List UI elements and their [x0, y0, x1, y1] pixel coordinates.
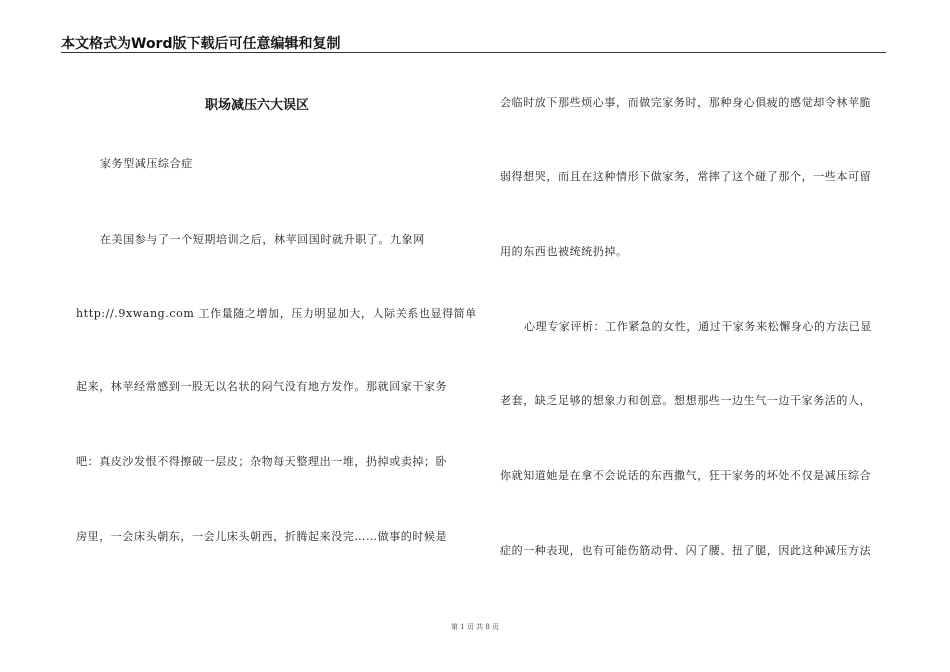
paragraph-line: 心理专家评析：工作紧急的女性，通过干家务来松懈身心的方法已显	[524, 320, 872, 333]
document-header: 本文格式为Word版下载后可任意编辑和复制	[61, 36, 341, 52]
paragraph-line: 弱得想哭，而且在这种情形下做家务，常摔了这个碰了那个，一些本可留	[500, 170, 872, 183]
paragraph-line: 你就知道她是在拿不会说话的东西撒气，狂干家务的坏处不仅是减压综合	[500, 469, 872, 482]
subheading: 家务型减压综合症	[100, 157, 193, 170]
paragraph-line: 用的东西也被统统扔掉。	[500, 245, 628, 258]
article-title: 职场减压六大误区	[205, 98, 310, 113]
paragraph-line: http://.9xwang.com 工作量随之增加，压力明显加大，人际关系也显得简单	[76, 307, 477, 320]
paragraph-line: 房里，一会床头朝东，一会儿床头朝西，折腾起来没完……做事的时候是	[76, 530, 448, 543]
header-divider	[61, 52, 886, 53]
paragraph-line: 在美国参与了一个短期培训之后，林苹回国时就升职了。九象网	[100, 233, 425, 246]
paragraph-line: 吧：真皮沙发恨不得擦破一层皮；杂物每天整理出一堆，扔掉或卖掉；卧	[76, 455, 448, 468]
paragraph-line: 起来，林苹经常感到一股无以名状的闷气没有地方发作。那就回家干家务	[76, 380, 448, 393]
paragraph-line: 症的一种表现，也有可能伤筋动骨、闪了腰、扭了腿，因此这种减压方法	[500, 544, 872, 557]
paragraph-line: 会临时放下那些烦心事，而做完家务时，那种身心俱疲的感觉却令林苹脆	[500, 96, 872, 109]
page-number: 第 1 页 共 8 页	[450, 623, 500, 631]
paragraph-line: 老套，缺乏足够的想象力和创意。想想那些一边生气一边干家务活的人，	[500, 394, 872, 407]
